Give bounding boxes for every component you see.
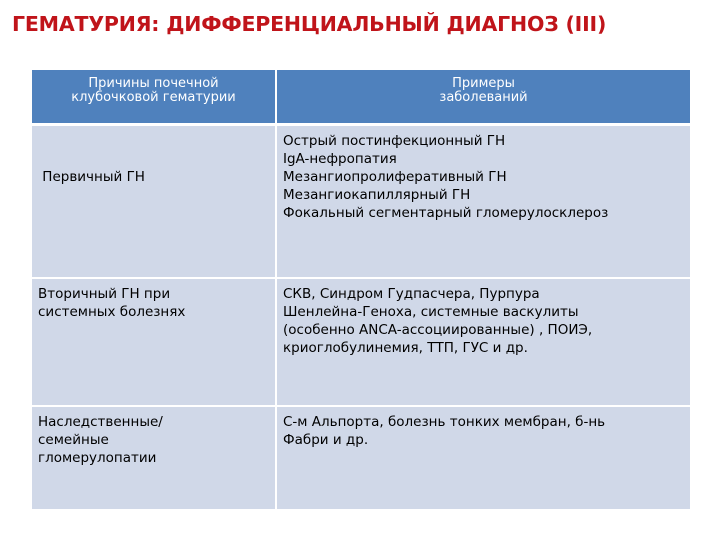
header-causes-line: Причины почечной [88, 76, 219, 91]
example-line: Мезангиокапиллярный ГН [283, 186, 471, 203]
example-line: Фокальный сегментарный гломерулосклероз [283, 204, 609, 221]
cause-line: Наследственные/ [38, 414, 163, 430]
example-line: Мезангиопролиферативный ГН [283, 168, 507, 185]
examples-cell [276, 124, 690, 278]
example-line: IgA-нефропатия [283, 150, 397, 167]
header-examples-line: Примеры [452, 76, 515, 91]
header-examples-line: заболеваний [439, 90, 528, 105]
table-row-primary-gn [32, 124, 690, 278]
example-line: Фабри и др. [283, 432, 369, 448]
header-causes [32, 70, 276, 124]
differential-diagnosis-table [32, 70, 690, 511]
table-row-secondary-gn [32, 278, 690, 406]
example-line: СКВ, Синдром Гудпасчера, Пурпура [283, 286, 540, 302]
cause-cell [32, 278, 276, 406]
example-line: криоглобулинемия, ТТП, ГУС и др. [283, 340, 528, 356]
cause-line: Первичный ГН [38, 168, 145, 185]
cause-line: гломерулопатии [38, 450, 157, 466]
header-causes-line: клубочковой гематурии [71, 90, 236, 105]
example-line: Острый постинфекционный ГН [283, 132, 506, 149]
cause-line: Вторичный ГН при [38, 286, 171, 302]
table-header-row [32, 70, 690, 124]
slide-title: ГЕМАТУРИЯ: ДИФФЕРЕНЦИАЛЬНЫЙ ДИАГНОЗ (III) [12, 12, 607, 36]
examples-cell [276, 278, 690, 406]
table-row-hereditary [32, 406, 690, 510]
cause-line: системных болезнях [38, 304, 186, 320]
cause-cell [32, 406, 276, 510]
example-line: С-м Альпорта, болезнь тонких мембран, б-нь [283, 414, 606, 430]
cause-cell [32, 124, 276, 278]
example-line: (особенно ANCA-ассоциированные) , ПОИЭ, [283, 322, 593, 338]
examples-cell [276, 406, 690, 510]
cause-line: семейные [38, 432, 109, 448]
example-line: Шенлейна-Геноха, системные васкулиты [283, 304, 579, 320]
header-examples [276, 70, 690, 124]
